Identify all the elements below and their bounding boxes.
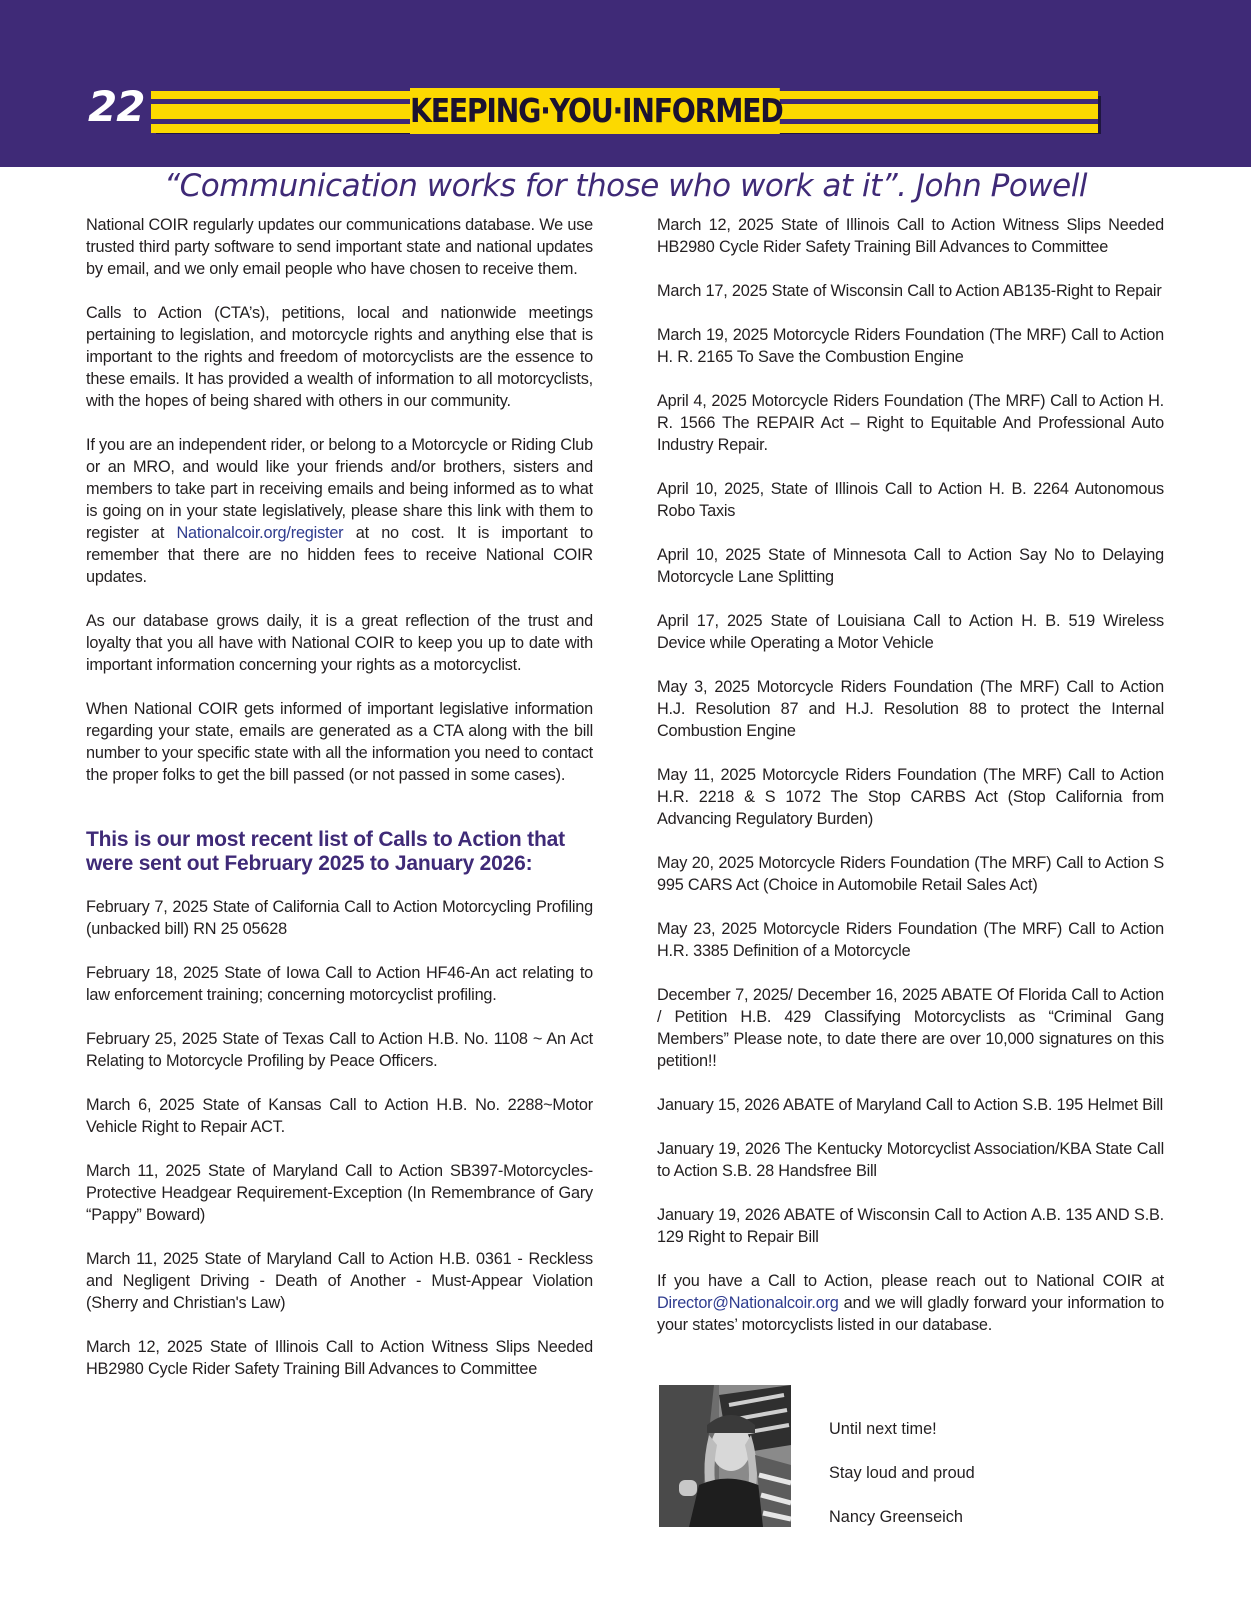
register-paragraph (86, 434, 593, 588)
list-item: March 17, 2025 State of Wisconsin Call to Action AB135-Right to Repair (657, 282, 1162, 300)
section-title: KEEPING·YOU·INFORMED (410, 88, 780, 134)
closing-text-end: and we will gladly forward your information to your states’ motorcyclists listed in our database. (657, 1294, 1164, 1334)
list-item: March 11, 2025 State of Maryland Call to Action SB397-Motorcycles-Protective Headgear Requirement-Exception (In Remembrance of Gary “Pappy” Boward) (86, 1162, 593, 1224)
list-item: March 19, 2025 Motorcycle Riders Foundation (The MRF) Call to Action H. R. 2165 To Save the Combustion Engine (657, 326, 1164, 366)
closing-text: If you have a Call to Action, please reach out to National COIR at (657, 1272, 1164, 1290)
list-item: May 3, 2025 Motorcycle Riders Foundation (The MRF) Call to Action H.J. Resolution 87 and H.J. Resolution 88 to protect the Internal Combustion Engine (657, 678, 1164, 740)
register-text-end: at no cost. It is important to remember that there are no hidden fees to receive National COIR updates. (86, 524, 594, 586)
database-paragraph: As our database grows daily, it is a great reflection of the trust and loyalty that you all have with National COIR to keep you up to date with important information concerning your rights as a motorcyclist. (86, 612, 593, 674)
list-item: February 25, 2025 State of Texas Call to Action H.B. No. 1108 ~ An Act Relating to Motorcycle Profiling by Peace Officers. (86, 1030, 593, 1070)
right-column (657, 214, 1164, 1358)
closing-paragraph (657, 1270, 1164, 1336)
list-item: May 20, 2025 Motorcycle Riders Foundation (The MRF) Call to Action S 995 CARS Act (Choice in Automobile Retail Sales Act) (657, 854, 1164, 894)
list-item: March 11, 2025 State of Maryland Call to Action H.B. 0361 - Reckless and Negligent Driving - Death of Another - Must-Appear Violation (Sherry and Christian's Law) (86, 1250, 593, 1312)
author-photo-illustration (659, 1385, 791, 1527)
list-item: April 10, 2025 State of Minnesota Call to Action Say No to Delaying Motorcycle Lane Splitting (657, 546, 1164, 586)
list-heading: This is our most recent list of Calls to Action that were sent out February 2025 to January 2026: (86, 828, 565, 875)
list-item: February 18, 2025 State of Iowa Call to Action HF46-An act relating to law enforcement training; concerning motorcyclist profiling. (86, 964, 593, 1004)
left-column (86, 214, 593, 1402)
cta-paragraph: Calls to Action (CTA’s), petitions, local and nationwide meetings pertaining to legislation, and motorcycle rights and anything else that is important to the rights and freedom of motorcyclists are the essence to these emails. It has provided a wealth of information to all motorcyclists, with the hopes of being shared with others in our community. (86, 304, 593, 410)
author-name: Nancy Greenseich (829, 1508, 963, 1526)
list-item: April 4, 2025 Motorcycle Riders Foundation (The MRF) Call to Action H. R. 1566 The REPAIR Act – Right to Equitable And Professional Auto Industry Repair. (657, 392, 1164, 454)
author-photo (659, 1385, 791, 1527)
intro-paragraph: National COIR regularly updates our communications database. We use trusted third party software to send important state and national updates by email, and we only email people who have chosen to receive them. (86, 216, 593, 278)
list-item: January 15, 2026 ABATE of Maryland Call to Action S.B. 195 Helmet Bill (657, 1096, 1164, 1114)
director-email-link[interactable]: Director@Nationalcoir.org (657, 1294, 839, 1312)
list-item: May 23, 2025 Motorcycle Riders Foundation (The MRF) Call to Action H.R. 3385 Definition of a Motorcycle (657, 920, 1164, 960)
list-item: January 19, 2026 ABATE of Wisconsin Call to Action A.B. 135 AND S.B. 129 Right to Repair Bill (657, 1206, 1164, 1246)
signoff (829, 1418, 975, 1550)
signoff-line: Stay loud and proud (829, 1464, 975, 1482)
list-item: March 12, 2025 State of Illinois Call to Action Witness Slips Needed HB2980 Cycle Rider Safety Training Bill Advances to Committee (86, 1338, 593, 1378)
list-item: March 6, 2025 State of Kansas Call to Action H.B. No. 2288~Motor Vehicle Right to Repair ACT. (86, 1096, 593, 1136)
signoff-line: Until next time! (829, 1420, 937, 1438)
list-item: April 17, 2025 State of Louisiana Call to Action H. B. 519 Wireless Device while Operating a Motor Vehicle (657, 612, 1164, 652)
page-header (0, 0, 1251, 167)
page-number: 22 (88, 82, 145, 131)
list-item: December 7, 2025/ December 16, 2025 ABATE Of Florida Call to Action / Petition H.B. 429 Classifying Motorcyclists as “Criminal Gang Members” Please note, to date there are over 10,000 signatures on this petition!! (657, 986, 1164, 1070)
register-link[interactable]: Nationalcoir.org/register (176, 524, 344, 542)
pull-quote: “Communication works for those who work at it”. John Powell (164, 168, 1087, 204)
list-item: February 7, 2025 State of California Call to Action Motorcycling Profiling (unbacked bill) RN 25 05628 (86, 898, 593, 938)
register-text: If you are an independent rider, or belong to a Motorcycle or Riding Club or an MRO, and would like your friends and/or brothers, sisters and members to take part in receiving emails and being informed as to what is going on in your state legislatively, please share this link with them to register at (86, 436, 593, 542)
list-item: May 11, 2025 Motorcycle Riders Foundation (The MRF) Call to Action H.R. 2218 & S 1072 The Stop CARBS Act (Stop California from Advancing Regulatory Burden) (657, 766, 1164, 828)
legislative-paragraph: When National COIR gets informed of important legislative information regarding your state, emails are generated as a CTA along with the bill number to your specific state with all the information you need to contact the proper folks to get the bill passed (or not passed in some cases). (86, 700, 593, 784)
list-item: January 19, 2026 The Kentucky Motorcyclist Association/KBA State Call to Action S.B. 28 Handsfree Bill (657, 1140, 1164, 1180)
list-item: March 12, 2025 State of Illinois Call to Action Witness Slips Needed HB2980 Cycle Rider Safety Training Bill Advances to Committee (657, 216, 1164, 256)
list-item: April 10, 2025, State of Illinois Call to Action H. B. 2264 Autonomous Robo Taxis (657, 480, 1164, 520)
